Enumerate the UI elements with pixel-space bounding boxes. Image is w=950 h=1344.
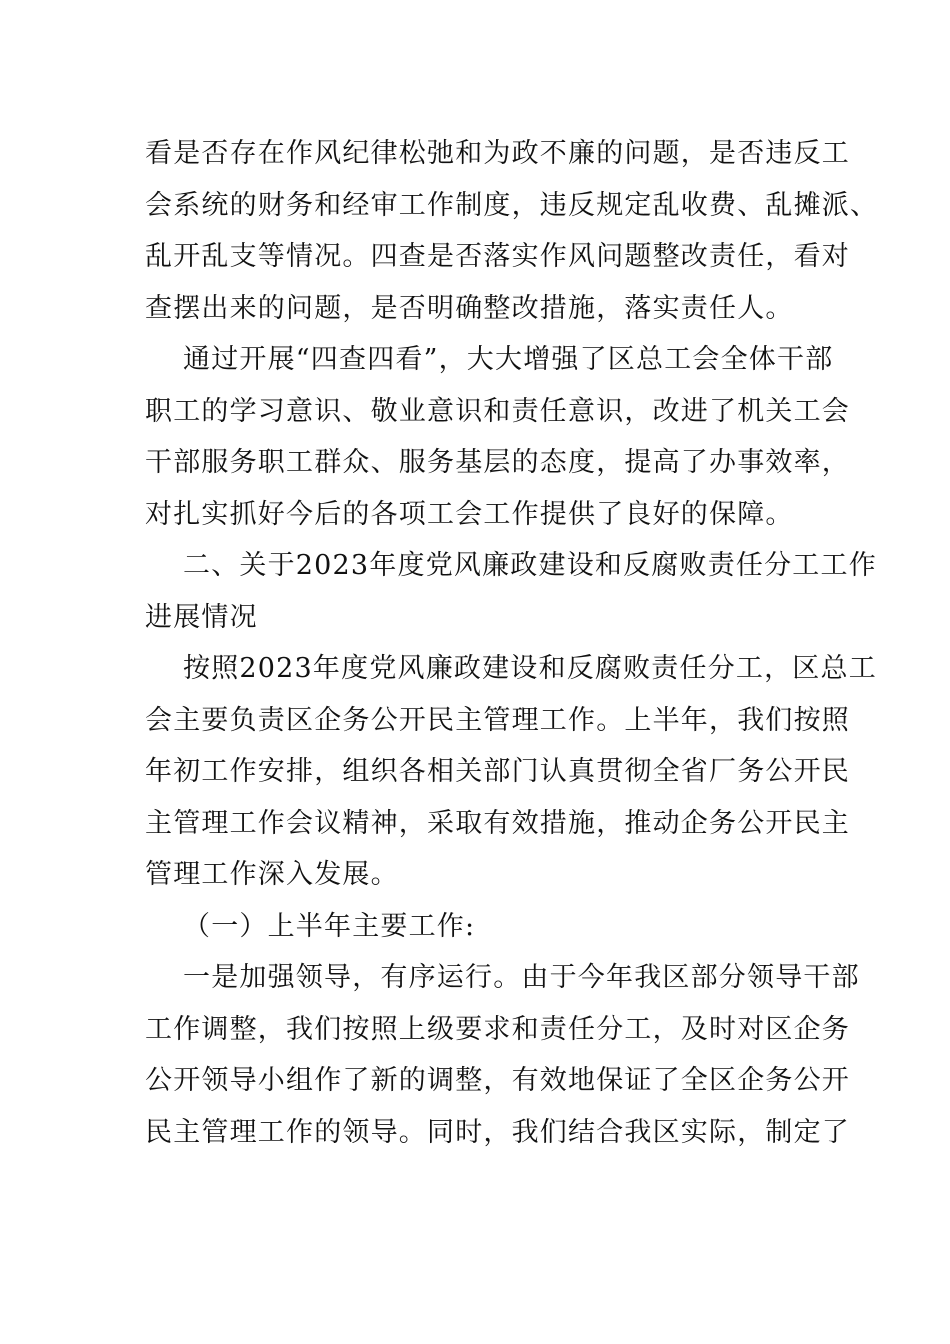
section-heading-line-2: 进展情况	[145, 601, 258, 633]
text-line-18: 工作调整，我们按照上级要求和责任分工，及时对区企务	[145, 1013, 850, 1045]
text-line-8: 对扎实抓好今后的各项工会工作提供了良好的保障。	[145, 498, 794, 530]
text-line-15: 管理工作深入发展。	[145, 859, 399, 890]
text-line-7: 干部服务职工群众、服务基层的态度，提高了办事效率，	[145, 447, 850, 478]
text-line-20: 民主管理工作的领导。同时，我们结合我区实际，制定了	[145, 1116, 850, 1148]
text-line-19: 公开领导小组作了新的调整，有效地保证了全区企务公开	[145, 1065, 850, 1096]
text-line-1: 看是否存在作风纪律松弛和为政不廉的问题，是否违反工	[145, 138, 850, 169]
document-body	[145, 128, 879, 1158]
text-line-6: 职工的学习意识、敬业意识和责任意识，改进了机关工会	[145, 395, 850, 427]
text-line-4: 查摆出来的问题，是否明确整改措施，落实责任人。	[145, 292, 794, 324]
text-line-17: 一是加强领导，有序运行。由于今年我区部分领导干部	[183, 962, 860, 993]
text-line-11: 按照2023年度党风廉政建设和反腐败责任分工，区总工	[183, 653, 877, 684]
section-heading-line-1: 二、关于2023年度党风廉政建设和反腐败责任分工工作	[183, 550, 877, 581]
subsection-heading: （一）上半年主要工作:	[183, 910, 476, 942]
text-line-14: 主管理工作会议精神，采取有效措施，推动企务公开民主	[145, 807, 850, 839]
text-line-3: 乱开乱支等情况。四查是否落实作风问题整改责任，看对	[145, 241, 850, 272]
text-line-12: 会主要负责区企务公开民主管理工作。上半年，我们按照	[145, 704, 850, 736]
text-line-5: 通过开展“四查四看”，大大增强了区总工会全体干部	[183, 344, 834, 375]
text-line-13: 年初工作安排，组织各相关部门认真贯彻全省厂务公开民	[145, 756, 850, 787]
text-line-2: 会系统的财务和经审工作制度，违反规定乱收费、乱摊派、	[145, 189, 879, 221]
